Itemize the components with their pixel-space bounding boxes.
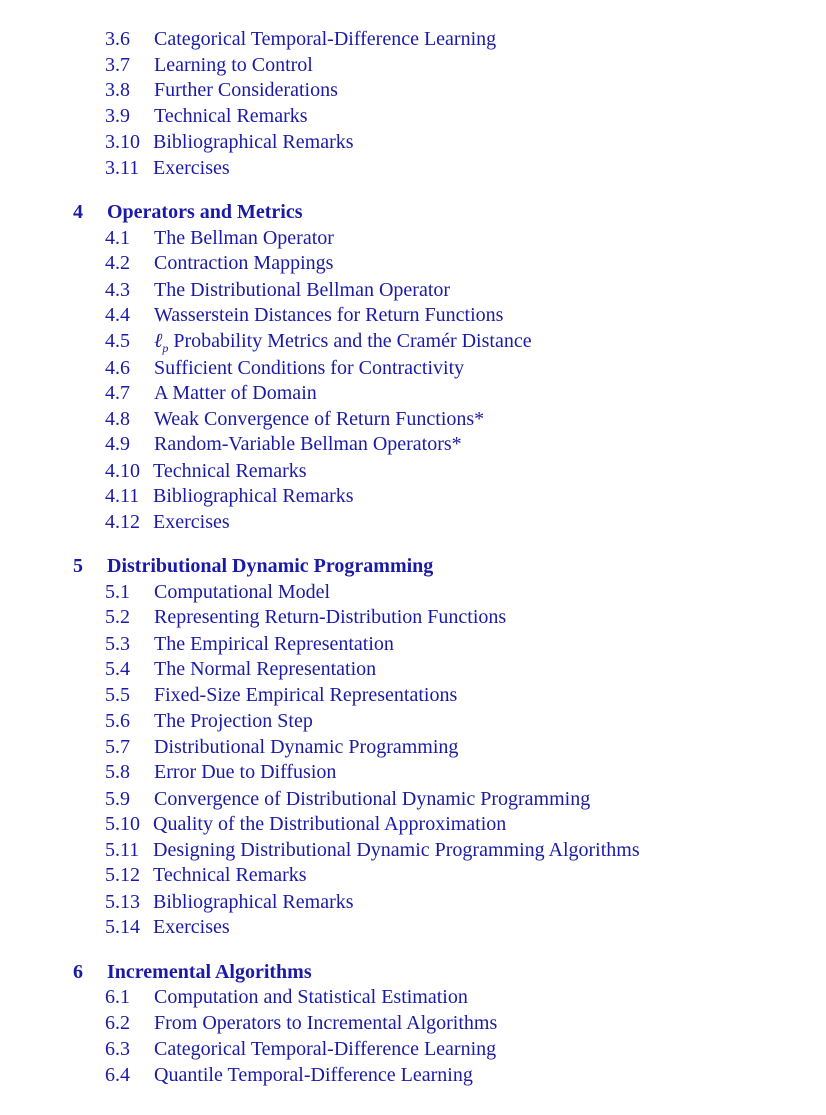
- section-number: 5.1: [105, 581, 130, 603]
- chapter-number: 6: [73, 961, 83, 983]
- section-title: Computation and Statistical Estimation: [154, 986, 468, 1008]
- section-number: 4.7: [105, 382, 130, 404]
- section-number: 3.10: [105, 131, 140, 153]
- section-title: Learning to Control: [154, 54, 313, 76]
- lp-symbol: [154, 330, 169, 355]
- chapter-number: 5: [73, 555, 83, 577]
- section-number: 6.1: [105, 986, 130, 1008]
- section-title: Representing Return-Distribution Functions: [154, 606, 507, 628]
- section-title: The Bellman Operator: [154, 227, 334, 249]
- section-title: Error Due to Diffusion: [154, 761, 337, 783]
- p-subscript: p: [162, 341, 169, 355]
- section-number: 4.11: [105, 485, 140, 507]
- section-title: A Matter of Domain: [154, 382, 317, 404]
- section-number: 3.11: [105, 157, 140, 179]
- section-number: 3.9: [105, 105, 130, 127]
- section-title: Bibliographical Remarks: [153, 891, 354, 913]
- section-title: Categorical Temporal-Difference Learning: [154, 1038, 497, 1060]
- section-title: The Projection Step: [154, 710, 313, 732]
- section-title: Contraction Mappings: [154, 252, 334, 274]
- section-number: 4.5: [105, 330, 130, 352]
- section-number: 6.2: [105, 1012, 130, 1034]
- section-number: 5.6: [105, 710, 130, 732]
- section-title: From Operators to Incremental Algorithms: [154, 1012, 498, 1034]
- section-number: 6.3: [105, 1038, 130, 1060]
- section-title: Computational Model: [154, 581, 331, 603]
- chapter-title: Operators and Metrics: [107, 201, 303, 223]
- section-number: 5.13: [105, 891, 140, 913]
- section-number: 4.9: [105, 433, 130, 455]
- section-title: The Distributional Bellman Operator: [154, 279, 451, 301]
- section-title: Bibliographical Remarks: [153, 485, 354, 507]
- section-title: Fixed-Size Empirical Representations: [154, 684, 458, 706]
- section-title: Designing Distributional Dynamic Programming Algorithms: [153, 839, 640, 861]
- section-title: Sufficient Conditions for Contractivity: [154, 357, 465, 379]
- section-title: Categorical Temporal-Difference Learning: [154, 28, 497, 50]
- section-title: Technical Remarks: [154, 105, 308, 127]
- section-number: 4.2: [105, 252, 130, 274]
- section-title: Distributional Dynamic Programming: [154, 736, 459, 758]
- section-number: 5.14: [105, 916, 140, 938]
- section-number: 6.4: [105, 1064, 130, 1086]
- section-number: 4.4: [105, 304, 130, 326]
- section-number: 5.2: [105, 606, 130, 628]
- section-title: Exercises: [153, 916, 230, 938]
- section-title: Wasserstein Distances for Return Functions: [154, 304, 504, 326]
- section-title: Exercises: [153, 157, 230, 179]
- section-number: 4.8: [105, 408, 130, 430]
- section-number: 5.4: [105, 658, 130, 680]
- section-title: Quantile Temporal-Difference Learning: [154, 1064, 473, 1086]
- section-number: 5.10: [105, 813, 140, 835]
- section-number: 4.12: [105, 511, 140, 533]
- section-title: Random-Variable Bellman Operators*: [154, 433, 462, 455]
- section-title: Quality of the Distributional Approximation: [153, 813, 507, 835]
- section-number: 4.10: [105, 460, 140, 482]
- section-number: 5.9: [105, 788, 130, 810]
- section-title: Technical Remarks: [153, 460, 307, 482]
- ell-symbol: ℓ: [154, 330, 163, 352]
- section-title: Weak Convergence of Return Functions*: [154, 408, 485, 430]
- section-number: 5.12: [105, 864, 140, 886]
- section-title: Further Considerations: [154, 79, 338, 101]
- section-number: 4.3: [105, 279, 130, 301]
- section-number: 5.5: [105, 684, 130, 706]
- section-title: Bibliographical Remarks: [153, 131, 354, 153]
- section-number: 3.7: [105, 54, 130, 76]
- section-title: Technical Remarks: [153, 864, 307, 886]
- section-title: Convergence of Distributional Dynamic Programming: [154, 788, 591, 810]
- section-number: 5.7: [105, 736, 130, 758]
- chapter-number: 4: [73, 201, 83, 223]
- section-number: 4.1: [105, 227, 130, 249]
- section-number: 5.3: [105, 633, 130, 655]
- chapter-title: Distributional Dynamic Programming: [107, 555, 434, 577]
- section-title: The Normal Representation: [154, 658, 377, 680]
- section-number: 3.8: [105, 79, 130, 101]
- chapter-title: Incremental Algorithms: [107, 961, 312, 983]
- section-title: Exercises: [153, 511, 230, 533]
- section-number: 5.11: [105, 839, 140, 861]
- section-title-text: Probability Metrics and the Cramér Distance: [173, 330, 532, 352]
- section-number: 4.6: [105, 357, 130, 379]
- section-number: 3.6: [105, 28, 130, 50]
- section-number: 5.8: [105, 761, 130, 783]
- section-title: The Empirical Representation: [154, 633, 394, 655]
